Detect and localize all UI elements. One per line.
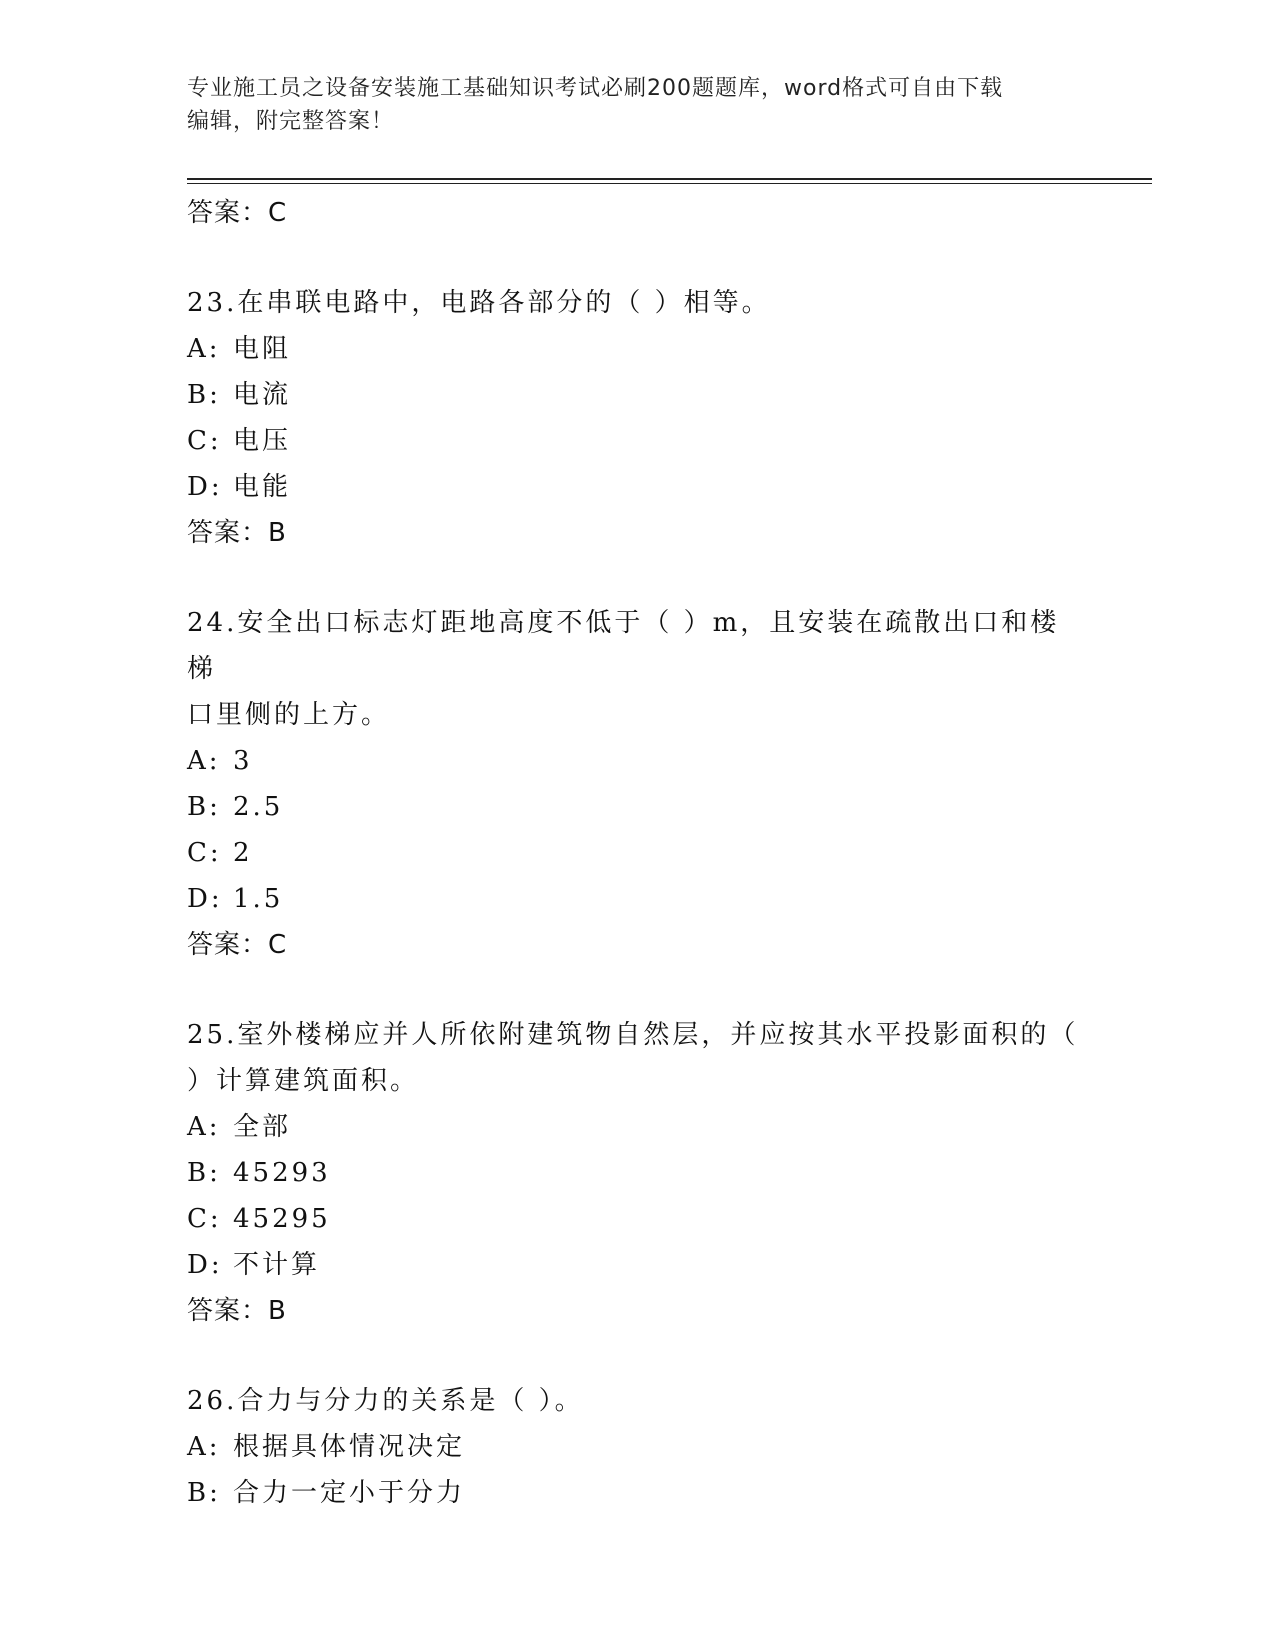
option-letter: A: bbox=[187, 1112, 221, 1142]
option-text: 45295 bbox=[233, 1204, 331, 1234]
answer-line: 答案：B bbox=[187, 1296, 287, 1326]
option-letter: B: bbox=[187, 1158, 221, 1188]
option-letter: C: bbox=[187, 1204, 222, 1234]
question-text-line-1: 23.在串联电路中，电路各部分的（ ）相等。 bbox=[187, 288, 771, 318]
option-c bbox=[187, 418, 1087, 464]
option-letter: A: bbox=[187, 334, 221, 364]
option-text: 合力一定小于分力 bbox=[233, 1478, 466, 1508]
option-text: 3 bbox=[233, 746, 253, 776]
option-text: 电流 bbox=[233, 380, 292, 410]
option-c bbox=[187, 1196, 1087, 1242]
question-list bbox=[187, 190, 1087, 1516]
option-text: 45293 bbox=[233, 1158, 331, 1188]
option-text: 全部 bbox=[233, 1112, 292, 1142]
option-letter: A: bbox=[187, 1432, 221, 1462]
option-b bbox=[187, 1150, 1087, 1196]
answer-line: 答案：C bbox=[187, 930, 288, 960]
option-d bbox=[187, 876, 1087, 922]
question-text bbox=[187, 600, 1087, 738]
question-text-line-2: 口里侧的上方。 bbox=[187, 700, 391, 730]
header-line-1: 专业施工员之设备安装施工基础知识考试必刷200题题库，word格式可自由下载 bbox=[187, 76, 1004, 101]
option-letter: C: bbox=[187, 426, 222, 456]
option-a bbox=[187, 1424, 1087, 1470]
option-b bbox=[187, 1470, 1087, 1516]
option-letter: B: bbox=[187, 380, 221, 410]
option-text: 2.5 bbox=[233, 792, 284, 822]
option-a bbox=[187, 738, 1087, 784]
question-text bbox=[187, 1012, 1087, 1104]
header-rule-thin bbox=[187, 183, 1152, 184]
option-letter: D: bbox=[187, 1250, 223, 1280]
question-text-line-1: 26.合力与分力的关系是（ ）。 bbox=[187, 1386, 584, 1416]
option-text: 2 bbox=[233, 838, 253, 868]
option-letter: B: bbox=[187, 1478, 221, 1508]
previous-answer: 答案：C bbox=[187, 198, 288, 228]
option-text: 根据具体情况决定 bbox=[233, 1432, 466, 1462]
option-letter: A: bbox=[187, 746, 221, 776]
option-text: 电能 bbox=[233, 472, 292, 502]
option-c bbox=[187, 830, 1087, 876]
option-text: 电阻 bbox=[233, 334, 292, 364]
question-block bbox=[187, 1012, 1087, 1334]
option-text: 电压 bbox=[233, 426, 292, 456]
question-block bbox=[187, 1378, 1087, 1516]
option-text: 1.5 bbox=[233, 884, 284, 914]
option-letter: B: bbox=[187, 792, 221, 822]
option-letter: D: bbox=[187, 884, 223, 914]
header-line-2: 编辑，附完整答案！ bbox=[187, 109, 395, 134]
question-text-line-1: 24.安全出口标志灯距地高度不低于（ ）m，且安装在疏散出口和楼梯 bbox=[187, 608, 1060, 684]
question-text bbox=[187, 280, 1087, 326]
option-a bbox=[187, 1104, 1087, 1150]
question-block bbox=[187, 280, 1087, 556]
question-block bbox=[187, 600, 1087, 968]
option-d bbox=[187, 464, 1087, 510]
answer-line: 答案：B bbox=[187, 518, 287, 548]
option-b bbox=[187, 784, 1087, 830]
document-header bbox=[187, 72, 1087, 138]
question-text-line-2: ）计算建筑面积。 bbox=[187, 1066, 420, 1096]
question-text bbox=[187, 1378, 1087, 1424]
header-rule-thick bbox=[187, 178, 1152, 180]
option-b bbox=[187, 372, 1087, 418]
option-text: 不计算 bbox=[233, 1250, 321, 1280]
option-a bbox=[187, 326, 1087, 372]
option-letter: D: bbox=[187, 472, 223, 502]
question-text-line-1: 25.室外楼梯应并人所依附建筑物自然层，并应按其水平投影面积的（ bbox=[187, 1020, 1079, 1050]
option-d bbox=[187, 1242, 1087, 1288]
option-letter: C: bbox=[187, 838, 222, 868]
